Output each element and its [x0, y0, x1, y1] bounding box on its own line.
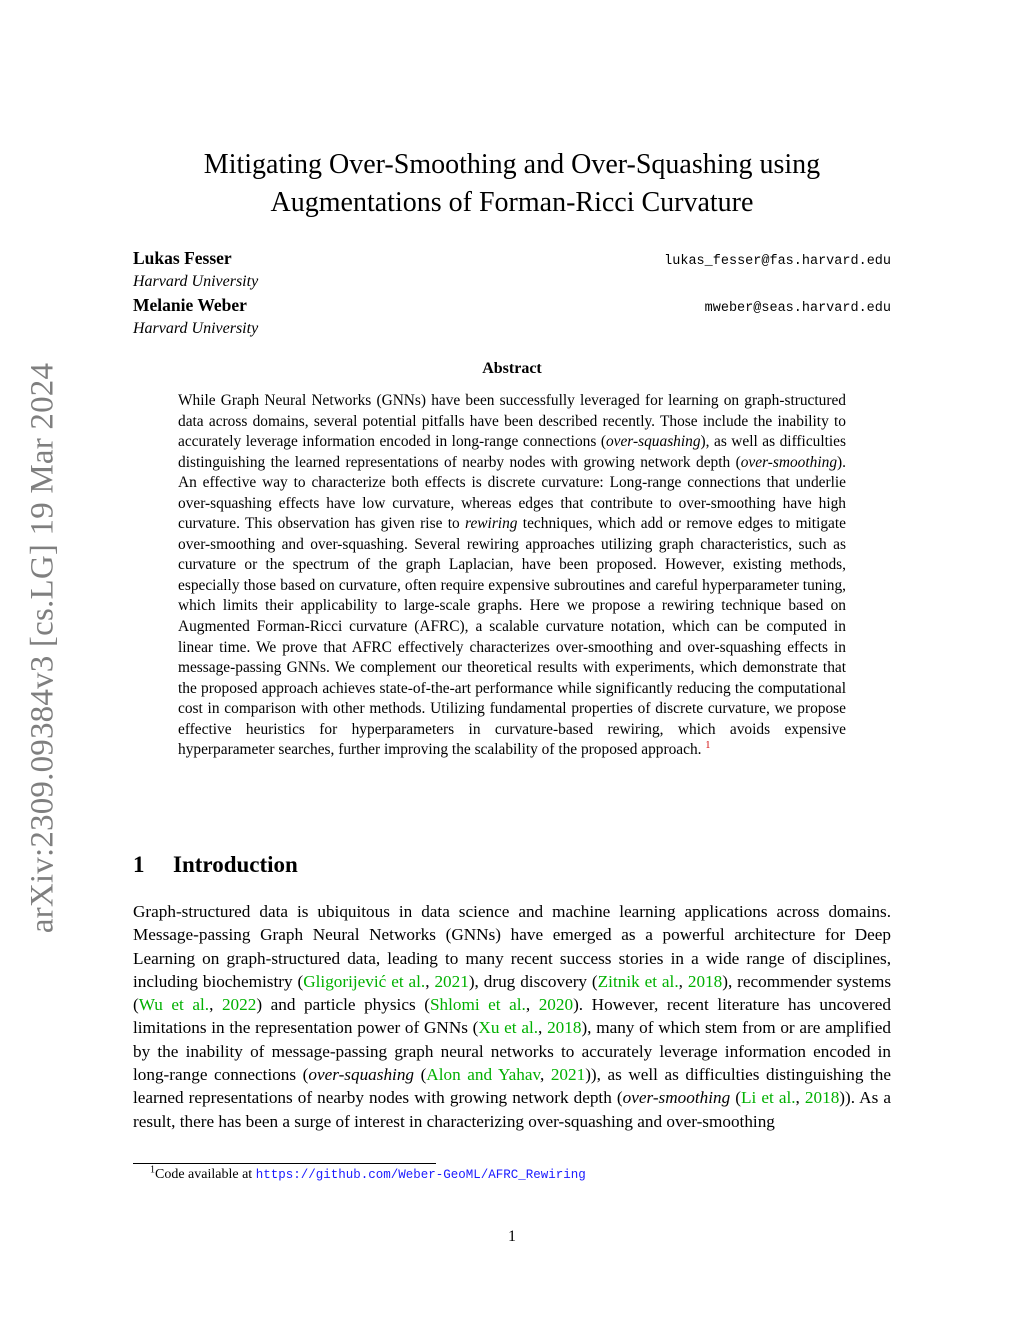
introduction-paragraph	[133, 900, 891, 1133]
intro-text: )), as well as difficulties distinguishing the learned representations of nearby nodes with growing network depth (	[133, 1065, 891, 1108]
intro-text: ,	[539, 1065, 551, 1085]
arxiv-identifier-text: arXiv:2309.09384v3 [cs.LG] 19 Mar 2024	[24, 362, 61, 933]
intro-text: ). However, recent literature has uncovered limitations in the representation power of GNNs (	[133, 995, 892, 1038]
intro-emphasis: over-squashing	[308, 1065, 415, 1085]
author-affiliation-1: Harvard University	[133, 273, 259, 290]
citation-link[interactable]: Zitnik et al.	[597, 971, 679, 991]
author-name-1: Lukas Fesser	[133, 248, 232, 268]
intro-text: (	[730, 1088, 741, 1108]
intro-text: ,	[209, 995, 222, 1015]
intro-text: ,	[538, 1018, 548, 1038]
intro-text: ,	[678, 971, 688, 991]
intro-text: ,	[795, 1088, 805, 1108]
footnote-url-link[interactable]: https://github.com/Weber-GeoML/AFRC_Rewiring	[255, 1168, 586, 1182]
arxiv-identifier-stamp	[20, 350, 66, 945]
abstract-text: While Graph Neural Networks (GNNs) have been successfully leveraged for learning on graph-structured data across domains, several potential pitfalls have been described recently. Those include the inability to accurately leverage information encoded in long-range connections (	[178, 392, 846, 451]
intro-text: )). As a result, there has been a surge of interest in characterizing over-squashing and over-smoothing	[133, 1088, 891, 1131]
section-heading-introduction	[133, 852, 298, 878]
page-number: 1	[508, 1228, 516, 1245]
author-affiliation-2: Harvard University	[133, 320, 259, 337]
abstract-emphasis: rewiring	[465, 515, 518, 533]
title-line-2: Augmentations of Forman-Ricci Curvature	[270, 187, 754, 218]
abstract-text: techniques, which add or remove edges to mitigate over-smoothing and over-squashing. Several rewiring approaches utilizing graph characteristics, such as curvature or the spectrum of the graph Laplacian, have been proposed. However, existing methods, especially those based on curvature, often require expensive subroutines and careful hyperparameter tuning, which limits their applicability to large-scale graphs. Here we propose a rewiring technique based on Augmented Forman-Ricci curvature (AFRC), a scalable curvature notation, which can be computed in linear time. We prove that AFRC effectively characterizes over-smoothing and over-squashing effects in message-passing GNNs. We complement our theoretical results with experiments, which demonstrate that the proposed approach achieves state-of-the-art performance while significantly reducing the computational cost in comparison with other methods. Utilizing fundamental properties of discrete curvature, we propose effective heuristics for hyperparameters in curvature-based rewiring, which avoids expensive hyperparameter searches, further improving the scalability of the proposed approach.	[178, 515, 846, 759]
footnote-reference-link[interactable]: 1	[705, 740, 711, 752]
abstract-heading: Abstract	[482, 360, 542, 377]
citation-year-link[interactable]: 2021	[434, 971, 469, 991]
abstract-emphasis: over-smoothing	[740, 453, 838, 471]
citation-link[interactable]: Alon and Yahav	[426, 1065, 540, 1085]
author-row-1	[133, 248, 891, 272]
author-email-1[interactable]: lukas_fesser@fas.harvard.edu	[664, 254, 891, 269]
footnote	[150, 1164, 586, 1183]
citation-link[interactable]: Wu et al.	[138, 995, 210, 1015]
citation-link[interactable]: Xu et al.	[478, 1018, 539, 1038]
intro-text: ), drug discovery (	[468, 971, 598, 991]
intro-text: ), many of which stem from or are amplified by the inability of message-passing graph neural networks to accurately leverage information encoded in long-range connections (	[133, 1018, 891, 1085]
intro-text: ,	[525, 995, 539, 1015]
abstract-emphasis: over-squashing	[605, 433, 701, 451]
title-line-1: Mitigating Over-Smoothing and Over-Squashing using	[203, 149, 821, 180]
abstract-body	[178, 391, 846, 761]
intro-text: (	[414, 1065, 427, 1085]
citation-year-link[interactable]: 2018	[687, 971, 723, 991]
abstract-text: ), as well as difficulties distinguishing the learned representations of nearby nodes with growing network depth (	[178, 433, 846, 471]
citation-year-link[interactable]: 2020	[538, 995, 574, 1015]
intro-emphasis: over-smoothing	[622, 1088, 731, 1108]
footnote-text: Code available at	[155, 1167, 256, 1182]
intro-text: Graph-structured data is ubiquitous in data science and machine learning applications across domains. Message-passing Graph Neural Networks (GNNs) have emerged as a powerful architecture for Deep Learning on graph-structured data, leading to many recent success stories in a wide range of disciplines, including biochemistry (	[133, 902, 891, 991]
citation-year-link[interactable]: 2021	[550, 1065, 586, 1085]
intro-text: ,	[425, 971, 435, 991]
intro-text: ), recommender systems (	[133, 971, 892, 1015]
citation-year-link[interactable]: 2018	[547, 1018, 582, 1038]
footnote-mark: 1	[150, 1164, 155, 1176]
citation-link[interactable]: Li et al.	[740, 1088, 796, 1108]
abstract-text: ). An effective way to characterize both effects is discrete curvature: Long-range connections that underlie over-squashing effects have low curvature, whereas edges that contribute to over-smoothing have high curvature. This observation has given rise to	[178, 453, 846, 533]
citation-year-link[interactable]: 2018	[804, 1088, 840, 1108]
author-email-2[interactable]: mweber@seas.harvard.edu	[704, 301, 891, 316]
citation-link[interactable]: Gligorijević et al.	[303, 971, 426, 991]
footnote-divider	[133, 1163, 436, 1164]
citation-year-link[interactable]: 2022	[221, 995, 257, 1015]
author-name-2: Melanie Weber	[133, 295, 247, 315]
section-title: Introduction	[173, 852, 298, 877]
intro-text: ) and particle physics (	[256, 995, 430, 1015]
citation-link[interactable]: Shlomi et al.	[429, 995, 526, 1015]
author-row-2	[133, 295, 891, 319]
paper-title	[133, 146, 891, 222]
section-number: 1	[133, 852, 145, 877]
